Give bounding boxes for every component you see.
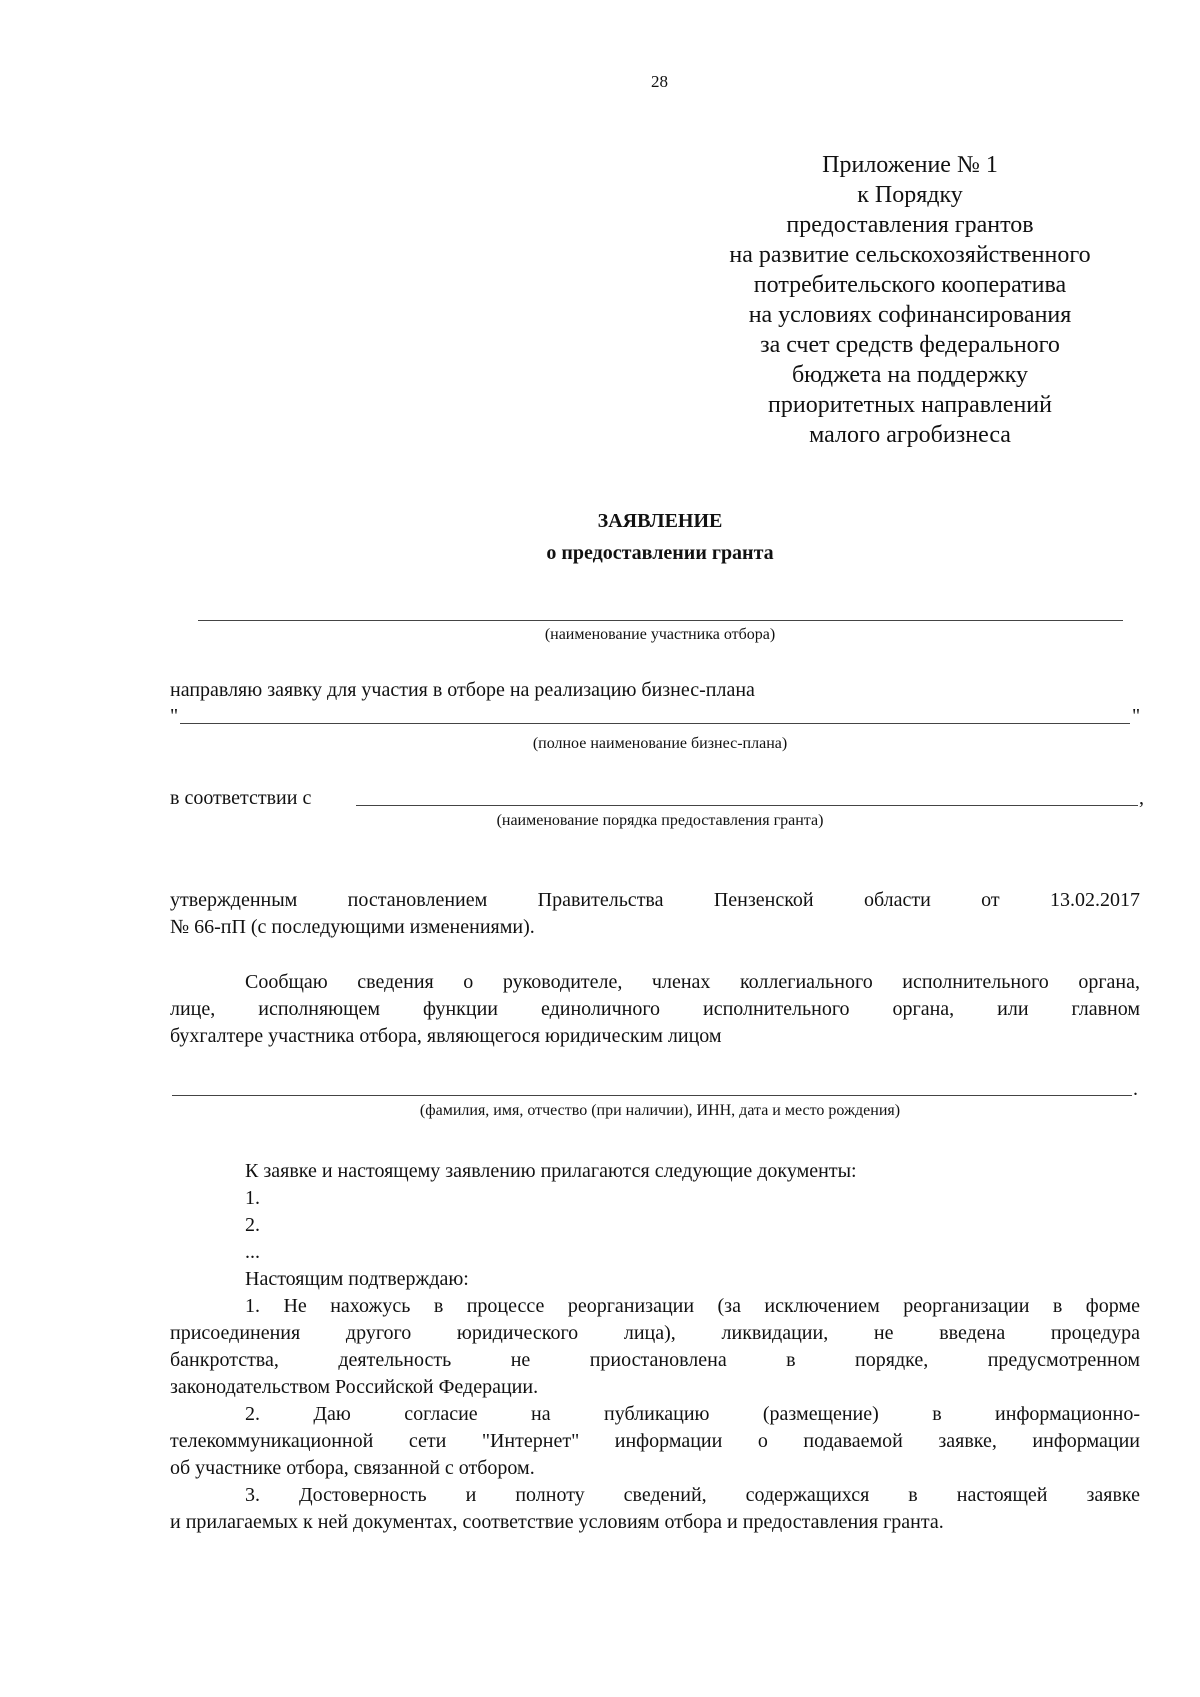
confirm-2-line-2: телекоммуникационной сети "Интернет" информации о подаваемой заявке, информации xyxy=(170,1430,1140,1452)
attached-docs-text: К заявке и настоящему заявлению прилагаются следующие документы: xyxy=(245,1160,857,1182)
annex-line: приоритетных направлений xyxy=(768,392,1052,418)
approved-line-1: утвержденным постановлением Правительства Пензенской области от 13.02.2017 xyxy=(170,889,1140,911)
confirm-1-line-2: присоединения другого юридического лица), ликвидации, не введена процедура xyxy=(170,1322,1140,1344)
annex-block xyxy=(640,150,1180,450)
annex-line: на условиях софинансирования xyxy=(748,302,1072,328)
title-subheading: о предоставлении гранта xyxy=(546,542,774,564)
quote-open: " xyxy=(170,705,179,727)
send-request-text: направляю заявку для участия в отборе на реализацию бизнес-плана xyxy=(170,679,755,701)
title-heading: ЗАЯВЛЕНИЕ xyxy=(597,510,723,532)
annex-line: потребительского кооператива xyxy=(753,272,1067,298)
confirm-1-line-3: банкротства, деятельность не приостановлена в порядке, предусмотренном xyxy=(170,1349,1140,1371)
attached-item-2: 2. xyxy=(245,1214,260,1236)
confirm-3-line-1: 3. Достоверность и полноту сведений, содержащихся в настоящей заявке xyxy=(245,1484,1140,1506)
confirm-3-line-2: и прилагаемых к ней документах, соответствие условиям отбора и предоставления гранта. xyxy=(170,1511,944,1533)
annex-line: предоставления грантов xyxy=(786,212,1034,238)
quote-close: " xyxy=(1132,705,1141,727)
annex-line: на развитие сельскохозяйственного xyxy=(729,242,1091,268)
document-title xyxy=(0,505,1200,569)
annex-line: к Порядку xyxy=(857,182,963,208)
business-plan-field[interactable] xyxy=(180,723,1130,724)
page-number: 28 xyxy=(651,72,668,91)
procedure-field[interactable] xyxy=(356,805,1138,806)
annex-line: за счет средств федерального xyxy=(760,332,1060,358)
accordance-text: в соответствии с xyxy=(170,787,312,809)
person-details-field[interactable] xyxy=(172,1095,1132,1096)
confirm-heading: Настоящим подтверждаю: xyxy=(245,1268,469,1290)
attached-item-1: 1. xyxy=(245,1187,260,1209)
inform-line-3: бухгалтере участника отбора, являющегося юридическим лицом xyxy=(170,1025,722,1047)
inform-line-1: Сообщаю сведения о руководителе, членах коллегиального исполнительного органа, xyxy=(245,971,1140,993)
person-caption: (фамилия, имя, отчество (при наличии), ИНН, дата и место рождения) xyxy=(419,1102,901,1119)
confirm-2-line-1: 2. Даю согласие на публикацию (размещение) в информационно- xyxy=(245,1403,1140,1425)
period: . xyxy=(1133,1078,1138,1100)
procedure-caption: (наименование порядка предоставления гранта) xyxy=(496,812,824,829)
annex-line: бюджета на поддержку xyxy=(791,362,1029,388)
comma: , xyxy=(1139,787,1144,809)
inform-line-2: лице, исполняющем функции единоличного исполнительного органа, или главном xyxy=(170,998,1140,1020)
business-plan-caption: (полное наименование бизнес-плана) xyxy=(532,735,788,752)
participant-name-field[interactable] xyxy=(198,620,1123,621)
participant-caption: (наименование участника отбора) xyxy=(544,626,776,643)
annex-line: Приложение № 1 xyxy=(822,152,998,178)
annex-line: малого агробизнеса xyxy=(809,422,1011,448)
confirm-2-line-3: об участнике отбора, связанной с отбором. xyxy=(170,1457,535,1479)
confirm-1-line-1: 1. Не нахожусь в процессе реорганизации (за исключением реорганизации в форме xyxy=(245,1295,1140,1317)
approved-line-2: № 66-пП (с последующими изменениями). xyxy=(170,916,535,938)
attached-item-more: ... xyxy=(245,1241,260,1263)
confirm-1-line-4: законодательством Российской Федерации. xyxy=(170,1376,539,1398)
